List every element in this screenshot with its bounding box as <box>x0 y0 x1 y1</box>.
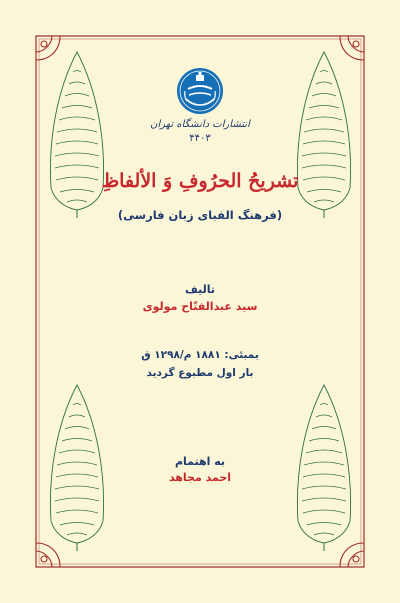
author-label: تالیف <box>185 283 215 296</box>
publication-number: ۴۴۰۳ <box>189 133 211 144</box>
editor-label: به اهتمام <box>174 455 226 468</box>
cypress-ornament-bottom-right <box>292 383 356 553</box>
publication-place-date: بمبئی: ۱۸۸۱ م/۱۲۹۸ ق <box>141 349 259 361</box>
author-name: سید عبدالفتّاح مولوی <box>142 300 258 313</box>
cypress-ornament-bottom-left <box>45 383 109 553</box>
editor-name: احمد مجاهد <box>168 471 232 484</box>
publisher-caption: انتشارات دانشگاه تهران <box>150 119 250 130</box>
university-logo-icon <box>176 67 224 115</box>
book-title: تشریحُ الحرُوفِ وَ الألفاظِ <box>101 170 299 192</box>
publication-edition-note: بار اول مطبوع گردید <box>146 367 254 379</box>
book-subtitle: (فرهنگ الفبای زبان فارسی) <box>117 208 283 222</box>
